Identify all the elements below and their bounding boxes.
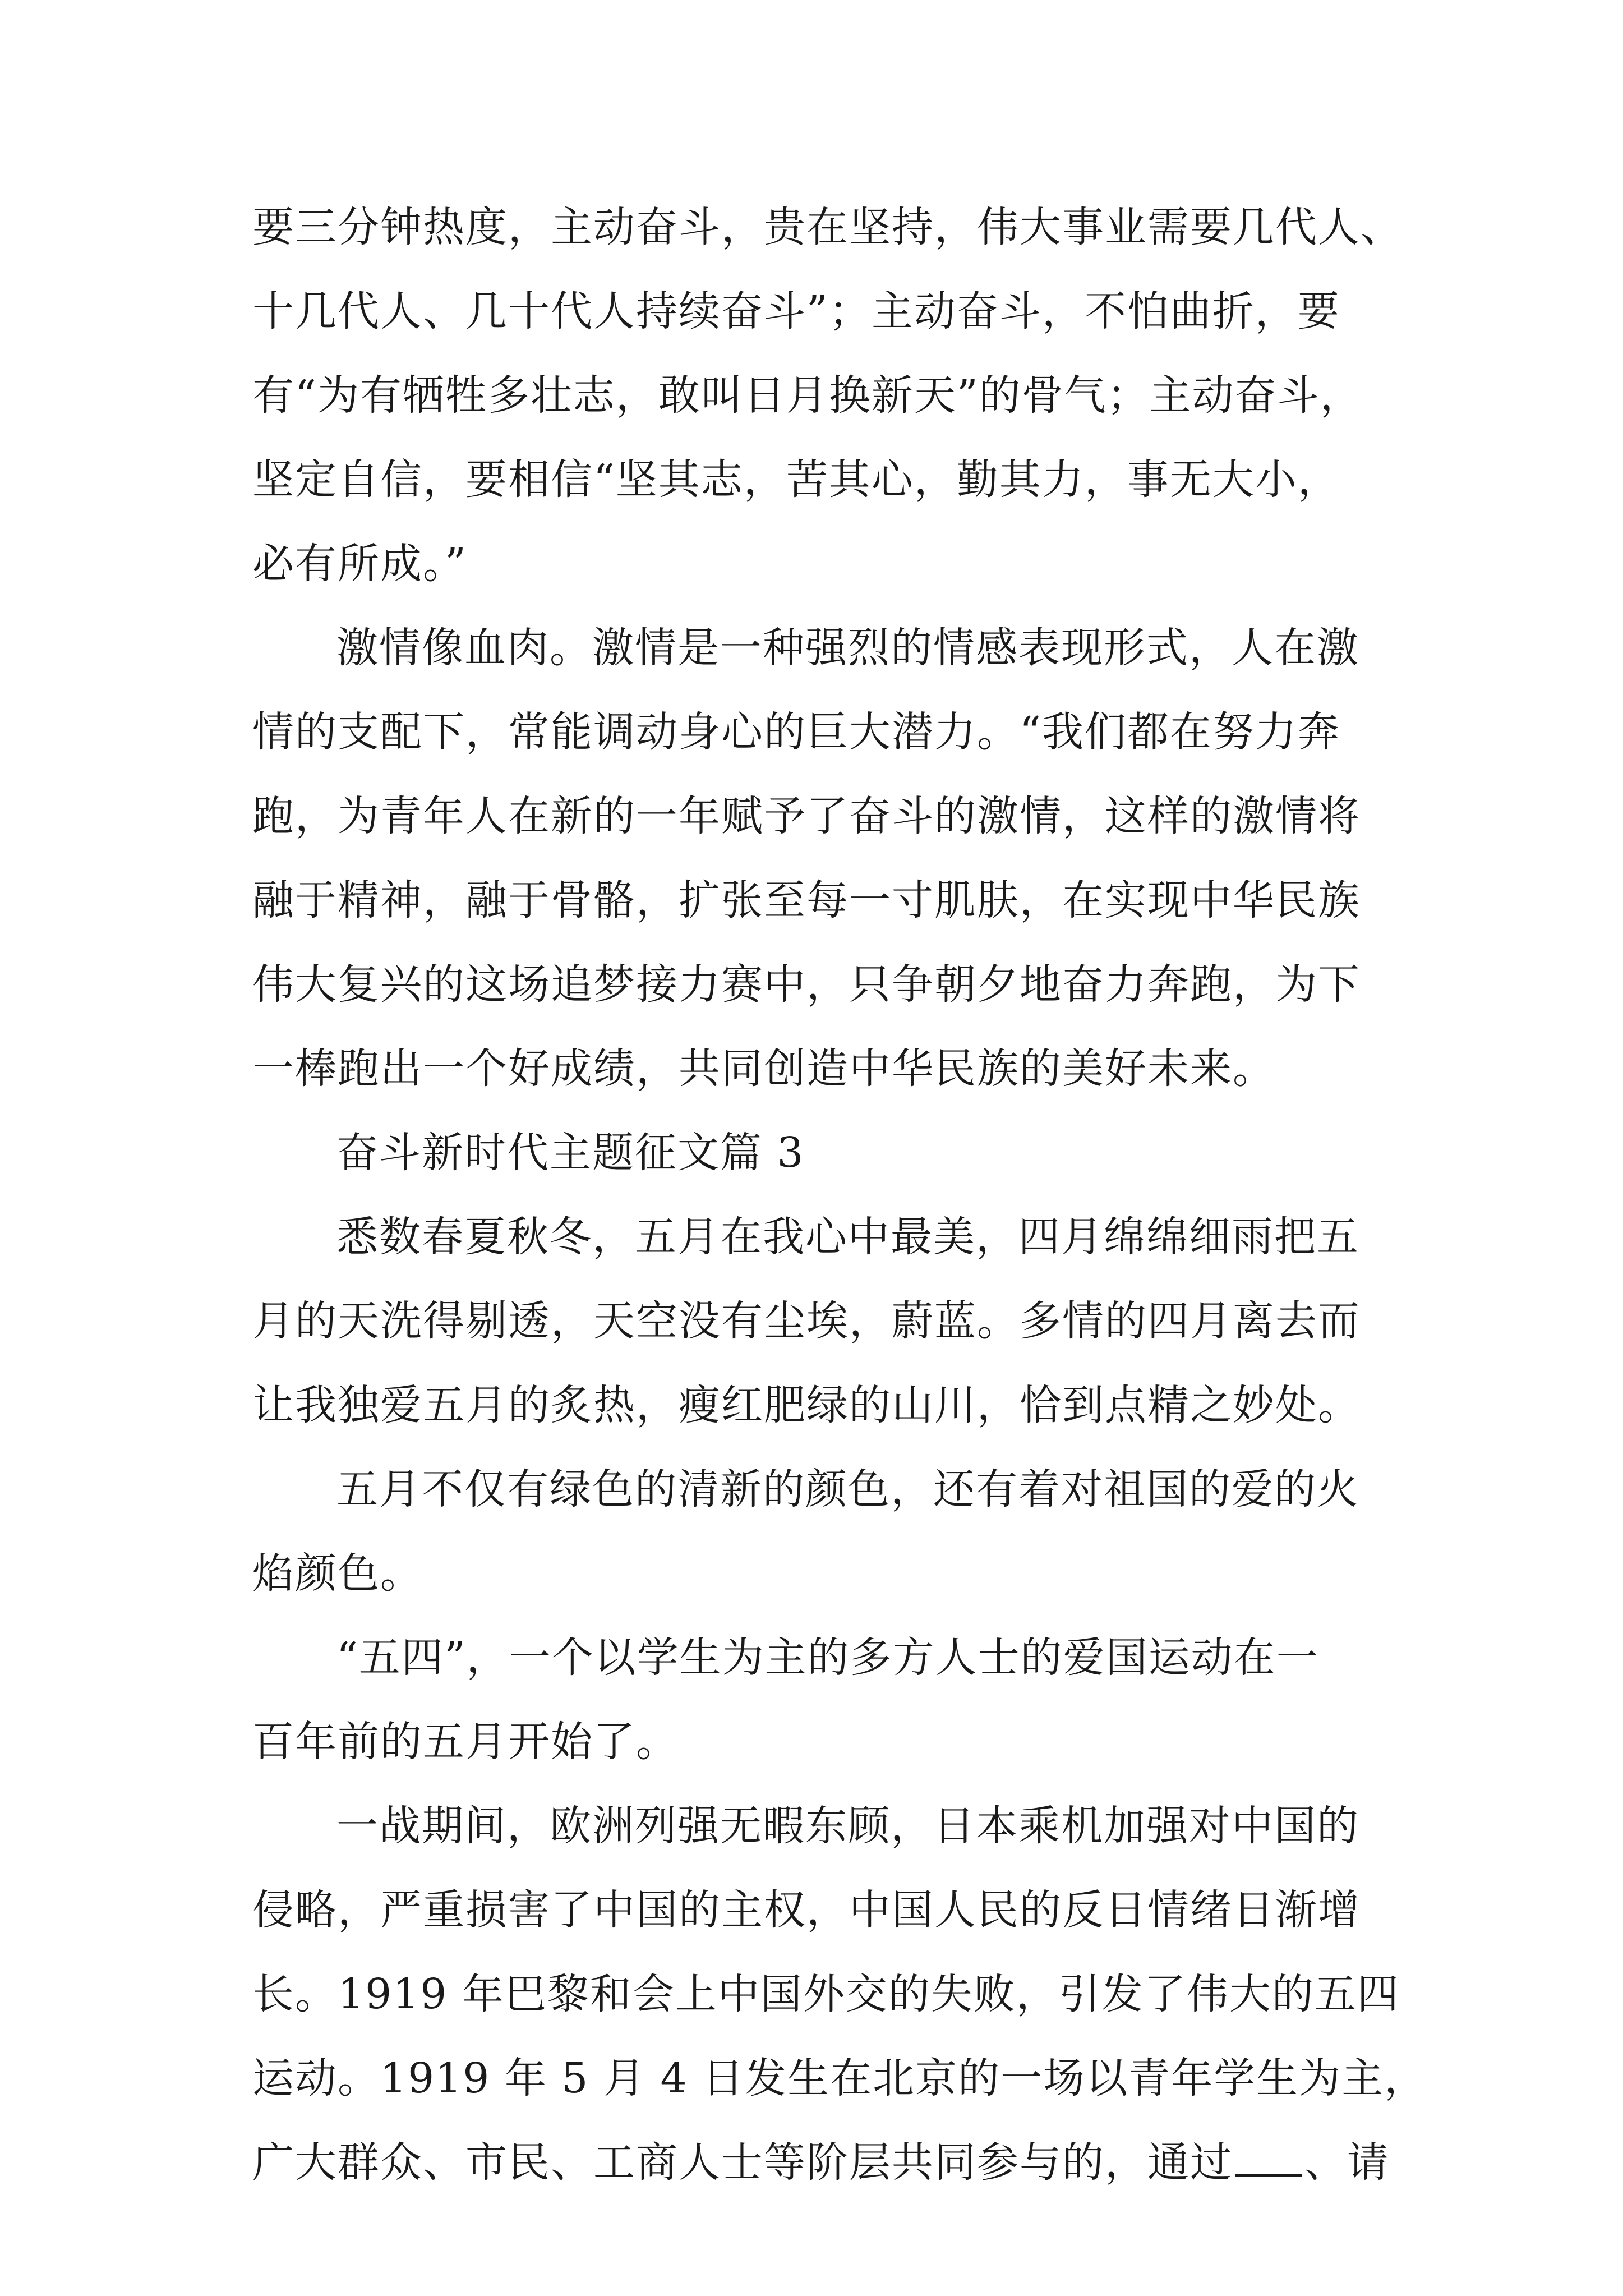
text-line: 百年前的五月开始了。 <box>252 1718 679 1766</box>
text-line: 十几代人、几十代人持续奋斗”；主动奋斗，不怕曲折，要 <box>252 287 1340 335</box>
text-line: 必有所成。” <box>252 540 467 588</box>
paragraph-first-line: 悉数春夏秋冬，五月在我心中最美，四月绵绵细雨把五 <box>336 1213 1359 1261</box>
paragraph-first-line: “五四”，一个以学生为主的多方人士的爱国运动在一 <box>336 1634 1319 1682</box>
text-line: 运动。1919 年 5 月 4 日发生在北京的一场以青年学生为主， <box>252 2054 1427 2102</box>
text-line: 焰颜色。 <box>252 1549 423 1598</box>
text-line: 一棒跑出一个好成绩，共同创造中华民族的美好未来。 <box>252 1045 1275 1093</box>
text-segment: 广大群众、市民、工商人士等阶层共同参与的，通过 <box>252 2138 1233 2187</box>
paragraph-first-line: 一战期间，欧洲列强无暇东顾，日本乘机加强对中国的 <box>336 1802 1359 1850</box>
text-line: 月的天洗得剔透，天空没有尘埃，蔚蓝。多情的四月离去而 <box>252 1297 1361 1345</box>
text-line: 融于精神，融于骨骼，扩张至每一寸肌肤，在实现中华民族 <box>252 876 1361 924</box>
fill-in-blank <box>1235 2135 1302 2177</box>
text-line: 情的支配下，常能调动身心的巨大潜力。“我们都在努力奔 <box>252 708 1340 756</box>
paragraph-first-line: 激情像血肉。激情是一种强烈的情感表现形式，人在激 <box>336 624 1359 672</box>
text-line: 伟大复兴的这场追梦接力赛中，只争朝夕地奋力奔跑，为下 <box>252 960 1361 1009</box>
text-line: 让我独爱五月的炙热，瘦红肥绿的山川，恰到点精之妙处。 <box>252 1381 1361 1429</box>
text-line: 长。1919 年巴黎和会上中国外交的失败，引发了伟大的五四 <box>252 1970 1400 2018</box>
text-line: 侵略，严重损害了中国的主权，中国人民的反日情绪日渐增 <box>252 1886 1361 1934</box>
text-line: 坚定自信，要相信“坚其志，苦其心，勤其力，事无大小， <box>252 455 1340 504</box>
text-line: 跑，为青年人在新的一年赋予了奋斗的激情，这样的激情将 <box>252 792 1361 840</box>
text-line <box>252 2120 1390 2205</box>
text-line: 有“为有牺牲多壮志，敢叫日月换新天”的骨气；主动奋斗， <box>252 371 1363 420</box>
text-line: 要三分钟热度，主动奋斗，贵在坚持，伟大事业需要几代人、 <box>252 203 1403 251</box>
paragraph-first-line: 五月不仅有绿色的清新的颜色，还有着对祖国的爱的火 <box>336 1465 1359 1513</box>
section-heading: 奋斗新时代主题征文篇 3 <box>336 1129 805 1177</box>
text-segment: 、请 <box>1304 2138 1390 2187</box>
